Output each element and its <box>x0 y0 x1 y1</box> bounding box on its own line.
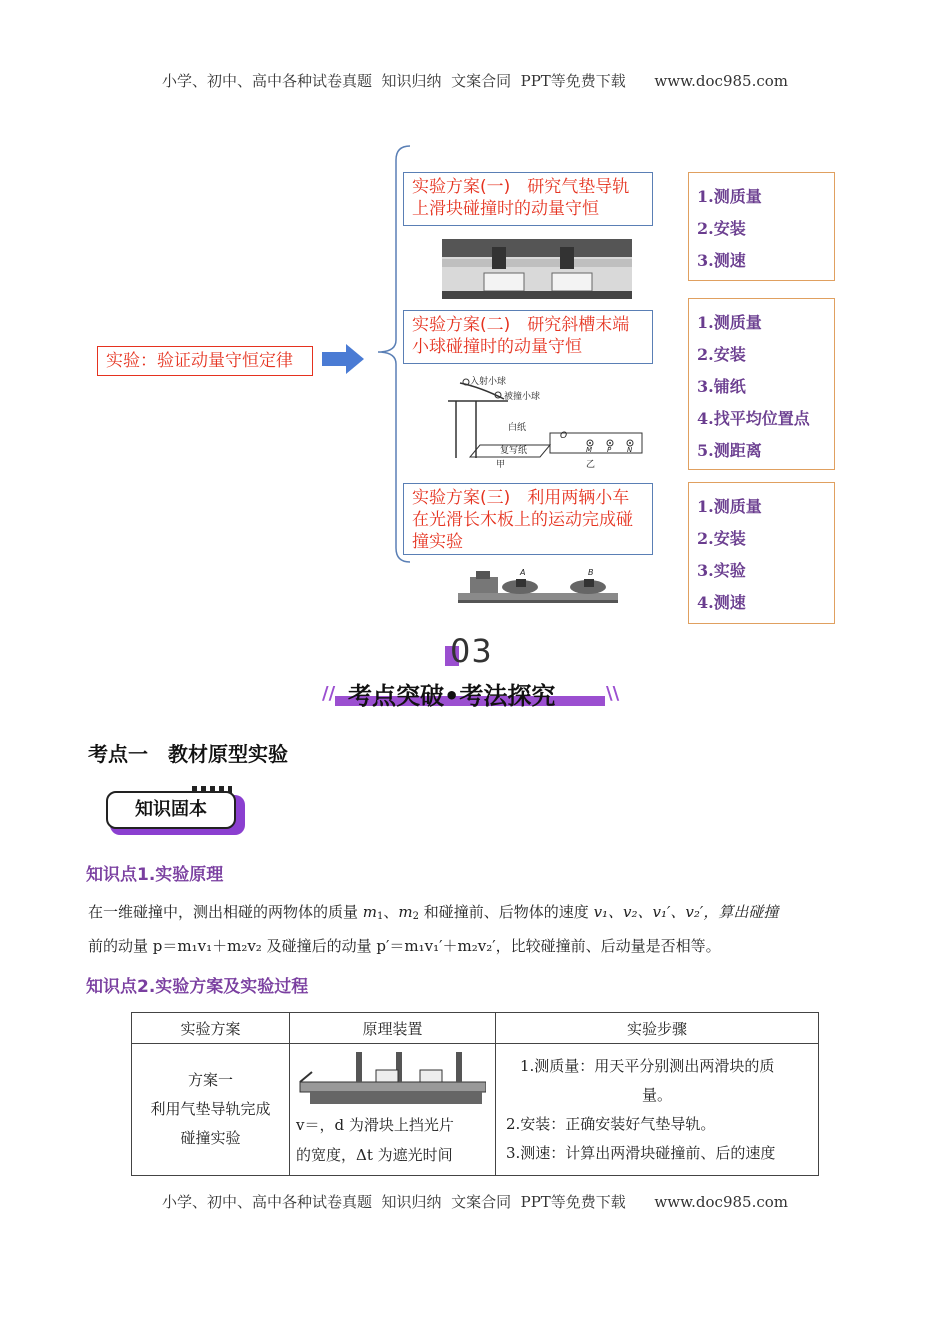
label-struck: 被撞小球 <box>504 392 541 402</box>
scheme-3-box <box>403 483 653 555</box>
col-header: 实验步骤 <box>496 1013 819 1044</box>
col-header: 原理装置 <box>290 1013 496 1044</box>
topic-heading: 考点一 教材原型实验 <box>88 742 288 766</box>
step: 1.测质量 <box>697 497 762 516</box>
kp1-m2: m <box>398 903 413 921</box>
label-yi: 乙 <box>586 460 596 468</box>
step: 4.测速 <box>697 593 746 612</box>
page-header: 小学、初中、高中各种试卷真题 知识归纳 文案合同 PPT等免费下载 www.doc985.com <box>162 72 789 90</box>
banner-slash-right: \\ <box>606 683 620 704</box>
section-title: 考点突破•考法探究 <box>348 682 556 710</box>
table-header-row <box>132 1013 819 1044</box>
kp1-line2: 前的动量 p＝m₁v₁＋m₂v₂ 及碰撞后的动量 p′＝m₁v₁′＋m₂v₂′，比较碰撞前、后动量是否相等。 <box>88 937 721 955</box>
step: 1.测质量 <box>697 187 762 206</box>
apparatus-cell <box>290 1044 496 1176</box>
scheme-line: 碰撞实验 <box>180 1129 241 1147</box>
kp1-sub1: 1 <box>377 911 384 922</box>
scheme-2-title-line1: 实验方案(二) 研究斜槽末端 <box>412 315 630 335</box>
scheme-1-box <box>403 172 653 226</box>
step: 2.安装 <box>697 529 746 548</box>
arrow-icon <box>322 344 364 374</box>
label-jia: 甲 <box>496 460 506 468</box>
scheme-3-title-line1: 实验方案(三) 利用两辆小车 <box>412 488 630 508</box>
formula-line1: v＝，d 为滑块上挡光片 <box>296 1116 454 1134</box>
step: 5.测距离 <box>697 441 762 460</box>
root-node: 实验：验证动量守恒定律 <box>97 346 313 376</box>
section-number: 03 <box>450 632 493 670</box>
step: 3.实验 <box>697 561 746 580</box>
scheme-3-steps <box>688 482 835 624</box>
step: 2.安装 <box>697 345 746 364</box>
label-A: A <box>520 568 526 577</box>
label-N: N <box>627 446 633 454</box>
knowledge-badge: 知识固本 <box>106 791 236 829</box>
steps-cell <box>496 1044 819 1176</box>
air-track-diagram <box>296 1048 486 1106</box>
label-B: B <box>588 568 594 577</box>
label-O: O <box>560 431 568 441</box>
formula-line2: 的宽度，Δt 为遮光时间 <box>296 1146 453 1164</box>
label-carbon-paper: 复写纸 <box>500 446 528 456</box>
scheme-line: 方案一 <box>187 1071 233 1089</box>
incline-apparatus-figure <box>440 373 650 468</box>
table-row <box>132 1044 819 1176</box>
label-M: M <box>586 446 593 454</box>
label-P: P <box>607 446 612 454</box>
scheme-3-title-line2: 在光滑长木板上的运动完成碰 <box>412 510 633 530</box>
step: 3.测速 <box>697 251 746 270</box>
step-line: 3.测速：计算出两滑块碰撞前、后的速度 <box>506 1143 776 1162</box>
banner-slash-left: // <box>322 683 336 704</box>
step: 2.安装 <box>697 219 746 238</box>
step: 4.找平均位置点 <box>697 409 810 428</box>
scheme-3-title-line3: 撞实验 <box>412 532 463 552</box>
kp1-sub2: 2 <box>412 911 420 922</box>
kp1-title: 知识点1.实验原理 <box>86 865 224 885</box>
scheme-1-title-line1: 实验方案(一) 研究气垫导轨 <box>412 177 630 197</box>
kp1-text-a: 在一维碰撞中，测出相碰的两物体的质量 <box>88 903 363 921</box>
scheme-cell <box>132 1044 290 1176</box>
step-line: 量。 <box>641 1085 672 1104</box>
scheme-1-steps <box>688 172 835 281</box>
kp1-text-c: 和碰撞前、后物体的速度 <box>419 903 594 921</box>
label-incident: 入射小球 <box>470 377 507 387</box>
label-white-paper: 白纸 <box>508 423 527 433</box>
page-footer: 小学、初中、高中各种试卷真题 知识归纳 文案合同 PPT等免费下载 www.doc985.com <box>162 1193 789 1211</box>
step-line: 2.安装：正确安装好气垫导轨。 <box>506 1114 716 1133</box>
scheme-2-box <box>403 310 653 364</box>
kp1-m1: m <box>362 903 378 921</box>
carts-photo <box>458 565 618 605</box>
scheme-table <box>131 1012 819 1176</box>
scheme-2-title-line2: 小球碰撞时的动量守恒 <box>412 337 582 357</box>
air-track-photo <box>442 239 632 299</box>
kp2-title: 知识点2.实验方案及实验过程 <box>86 977 309 997</box>
scheme-1-title-line2: 上滑块碰撞时的动量守恒 <box>412 199 599 219</box>
col-header: 实验方案 <box>132 1013 290 1044</box>
kp1-line1 <box>88 896 868 933</box>
step: 3.铺纸 <box>697 377 746 396</box>
step: 1.测质量 <box>697 313 762 332</box>
scheme-line: 利用气垫导轨完成 <box>150 1100 271 1118</box>
kp1-text-d: v₁、v₂、v₁′、v₂′，算出碰撞 <box>593 903 779 921</box>
step-line: 1.测质量：用天平分别测出两滑块的质 <box>520 1056 775 1075</box>
badge-dots <box>192 786 232 793</box>
scheme-2-steps <box>688 298 835 470</box>
kp1-text-b: 、 <box>383 903 399 921</box>
